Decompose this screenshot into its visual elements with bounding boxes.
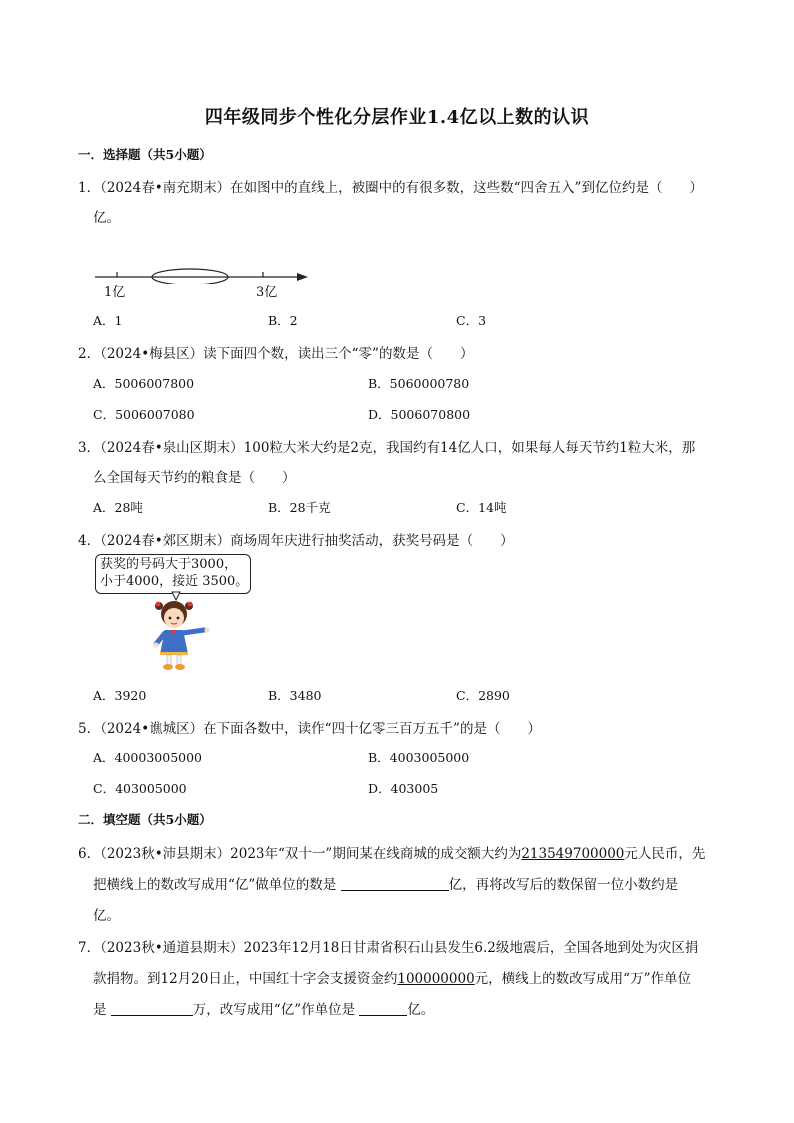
q5-option-b[interactable]: B．4003005000 bbox=[368, 750, 470, 765]
q4-option-b[interactable]: B．3480 bbox=[268, 688, 322, 703]
q5-option-a[interactable]: A．40003005000 bbox=[93, 750, 203, 765]
q4-option-c[interactable]: C．2890 bbox=[456, 688, 510, 703]
girl-illustration bbox=[150, 590, 220, 674]
question-3-line2: 么全国每天节约的粮食是（ ） bbox=[93, 470, 296, 486]
arrow-head-icon bbox=[297, 273, 308, 281]
q6-answer-blank-1[interactable] bbox=[341, 877, 449, 891]
q2-option-d[interactable]: D．5006070800 bbox=[368, 407, 471, 422]
label-3-yi: 3亿 bbox=[256, 285, 278, 300]
label-1-yi: 1亿 bbox=[104, 285, 126, 300]
q7-text-a: 款捐物。到12月20日止，中国红十字会支援资金约 bbox=[93, 971, 398, 987]
q7-text-d: 万，改写成用“亿”作单位是 bbox=[192, 1002, 360, 1018]
q3-option-a[interactable]: A．28吨 bbox=[93, 500, 143, 515]
q4-option-a[interactable]: A．3920 bbox=[93, 688, 147, 703]
q1-option-c[interactable]: C．3 bbox=[456, 313, 487, 328]
question-6-line1 bbox=[78, 842, 705, 862]
bubble-tail-icon bbox=[172, 592, 180, 600]
q1-option-b[interactable]: B．2 bbox=[268, 313, 298, 328]
q7-text-c: 是 bbox=[93, 1002, 111, 1018]
q7-text-b: 元，横线上的数改写成用“万”作单位 bbox=[474, 971, 691, 987]
question-1-line2: 亿。 bbox=[93, 210, 120, 226]
q7-underlined-number: 100000000 bbox=[397, 971, 475, 987]
q2-option-a[interactable]: A．5006007800 bbox=[93, 376, 195, 391]
question-5-stem: 5．（2024•谯城区）在下面各数中，读作“四十亿零三百万五千”的是（ ） bbox=[78, 721, 541, 737]
question-6-line3: 亿。 bbox=[93, 908, 120, 924]
q5-option-c[interactable]: C．403005000 bbox=[93, 781, 187, 796]
speech-bubble bbox=[95, 554, 251, 594]
q7-answer-blank-2[interactable] bbox=[359, 1002, 407, 1016]
section-heading-choice: 一．选择题（共5小题） bbox=[78, 147, 212, 162]
q7-text-e: 亿。 bbox=[407, 1002, 435, 1018]
question-7-line1: 7．（2023秋•通道县期末）2023年12月18日甘肃省积石山县发生6.2级地震后，全国各地到处为灾区捐 bbox=[78, 940, 699, 956]
bubble-line-1: 获奖的号码大于3000， bbox=[100, 557, 238, 572]
question-3-line1: 3．（2024春•泉山区期末）100粒大米大约是2克，我国约有14亿人口，如果每人每天节约1粒大米，那 bbox=[78, 440, 696, 456]
q3-option-c[interactable]: C．14吨 bbox=[456, 500, 507, 515]
section-heading-fill: 二．填空题（共5小题） bbox=[78, 812, 212, 827]
q7-answer-blank-1[interactable] bbox=[111, 1002, 193, 1016]
question-2-stem: 2．（2024•梅县区）读下面四个数，读出三个“零”的数是（ ） bbox=[78, 346, 474, 362]
q6-text-c: 把横线上的数改写成用“亿”做单位的数是 bbox=[93, 877, 341, 893]
bubble-line-2: 小于4000，接近 3500。 bbox=[100, 574, 249, 589]
q1-option-a[interactable]: A．1 bbox=[93, 313, 123, 328]
question-1-line1: 1．（2024春•南充期末）在如图中的直线上，被圈中的有很多数，这些数“四舍五入”到亿位约是（ ） bbox=[78, 180, 703, 196]
question-6-line2 bbox=[93, 873, 678, 893]
q6-underlined-number: 213549700000 bbox=[521, 846, 625, 862]
q5-option-d[interactable]: D．403005 bbox=[368, 781, 439, 796]
q6-text-b: 元人民币，先 bbox=[624, 846, 706, 862]
q2-option-c[interactable]: C．5006007080 bbox=[93, 407, 195, 422]
question-4-stem: 4．（2024春•郊区期末）商场周年庆进行抽奖活动，获奖号码是（ ） bbox=[78, 533, 514, 549]
q2-option-b[interactable]: B．5060000780 bbox=[368, 376, 470, 391]
q6-text-a: 6．（2023秋•沛县期末）2023年“双十一”期间某在线商城的成交额大约为 bbox=[78, 846, 522, 862]
page-title: 四年级同步个性化分层作业1.4亿以上数的认识 bbox=[204, 107, 590, 128]
face-icon bbox=[164, 608, 184, 628]
q6-text-d: 亿，再将改写后的数保留一位小数约是 bbox=[448, 877, 679, 893]
question-7-line2 bbox=[93, 967, 691, 987]
question-7-line3 bbox=[93, 998, 434, 1018]
q3-option-b[interactable]: B．28千克 bbox=[268, 500, 331, 515]
